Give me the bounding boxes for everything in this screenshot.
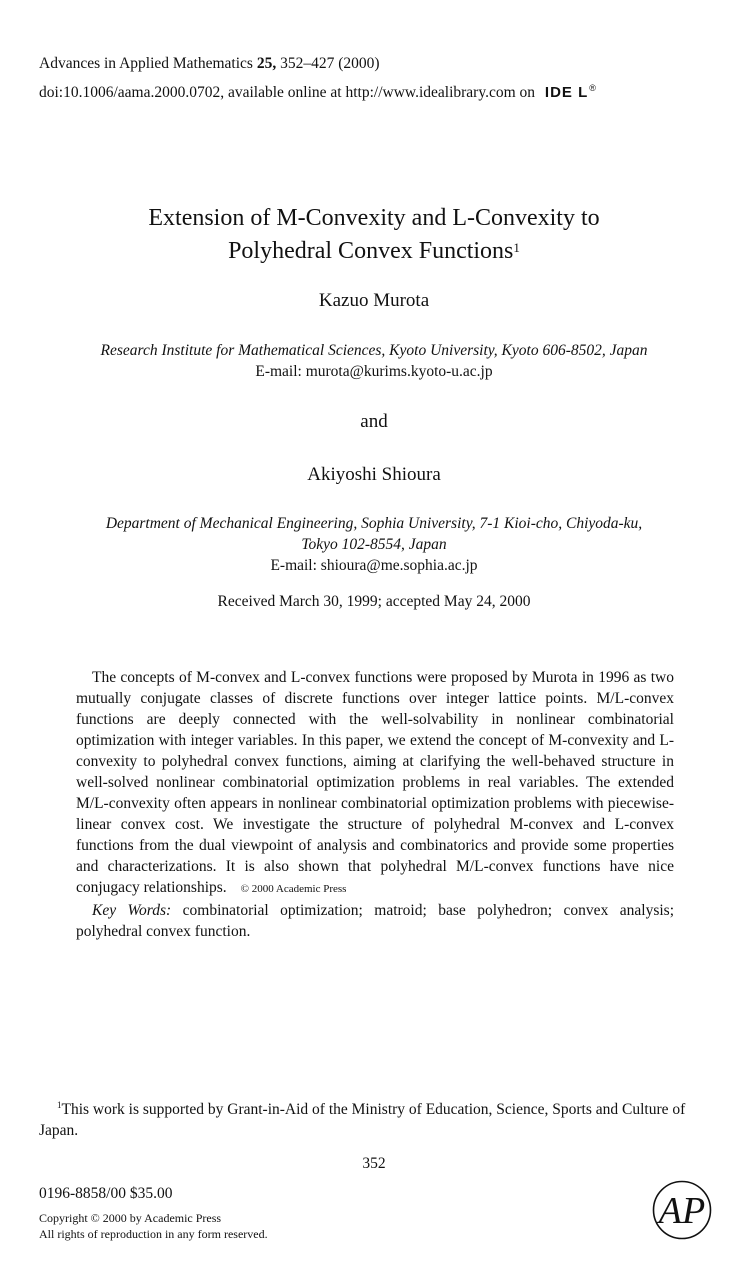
doi-line: [39, 76, 729, 105]
abstract-copyright: © 2000 Academic Press: [240, 883, 347, 895]
footnote-mark: 1: [57, 1100, 62, 1110]
author-email-1: E-mail: murota@kurims.kyoto-u.ac.jp: [255, 363, 493, 380]
received-dates: Received March 30, 1999; accepted May 24, 2000: [217, 593, 531, 610]
paper-title: [0, 202, 748, 268]
ideal-logo: IDE L®: [544, 83, 597, 101]
author-affiliation-1: [60, 340, 688, 382]
abstract-body: The concepts of M-convex and L-convex functions were proposed by Murota in 1996 as two mutually conjugate classes of discrete functions over integer lattice points. M/L-convex functions are deeply connected with the well-solvability in nonlinear combinatorial optimization with integer variables. In this paper, we extend the concept of M-convexity and L-convexity to polyhedral convex functions, aiming at clarifying the well-behaved structure in well-solved nonlinear combinatorial optimization problems in real variables. The extended M/L-convexity often appears in nonlinear combinatorial optimization problems with piecewise-linear convex cost. We investigate the structure of polyhedral M-convex and L-convex functions from the dual viewpoint of analysis and combinatorics and provide some properties and characterizations. It is also shown that polyhedral M/L-convex functions have nice conjugacy relationships. © 2000 Academic Press: [76, 669, 674, 896]
affiliation-line: Tokyo 102-8554, Japan: [301, 536, 447, 553]
keywords: [76, 900, 674, 942]
issn-price: 0196-8858/00 $35.00: [39, 1185, 173, 1202]
publisher-logo-text: AP: [658, 1190, 706, 1232]
journal-citation: [39, 52, 729, 76]
journal-header: [39, 52, 729, 105]
abstract: [76, 667, 674, 942]
page-number: 352: [362, 1155, 386, 1172]
title-line-2: Polyhedral Convex Functions$^1$: [228, 238, 520, 264]
affiliation-line: Research Institute for Mathematical Sciences, Kyoto University, Kyoto 606-8502, Japan: [100, 342, 648, 359]
affiliation-line: Department of Mechanical Engineering, Sophia University, 7-1 Kioi-cho, Chiyoda-ku,: [105, 515, 643, 532]
copyright-line-2: All rights of reproduction in any form reserved.: [39, 1227, 268, 1241]
title-footnote-mark: 1: [513, 240, 520, 255]
keywords-text: combinatorial optimization; matroid; base polyhedron; convex analysis; polyhedral convex function.: [76, 902, 675, 940]
author-affiliation-2: [60, 513, 688, 576]
author-name-1: Kazuo Murota: [318, 290, 430, 311]
footnote: [39, 1095, 711, 1141]
copyright-notice: [39, 1210, 268, 1242]
doi-text: doi:10.1006/aama.2000.0702, available online at http://www.idealibrary.com on: [39, 84, 536, 101]
journal-volume: 25,: [256, 55, 277, 72]
keywords-label: Key Words:: [92, 902, 172, 919]
academic-press-logo: [652, 1180, 712, 1240]
journal-name: Advances in Applied Mathematics: [39, 55, 253, 72]
author-name-2: Akiyoshi Shioura: [307, 464, 441, 485]
journal-pages-year: 352–427 (2000): [280, 55, 380, 72]
author-email-2: E-mail: shioura@me.sophia.ac.jp: [270, 557, 478, 574]
copyright-line-1: Copyright © 2000 by Academic Press: [39, 1211, 222, 1225]
and-connector: and: [360, 411, 388, 432]
title-line-1: Extension of M-Convexity and L-Convexity to: [148, 205, 600, 231]
footnote-text: This work is supported by Grant-in-Aid of the Ministry of Education, Science, Sports and Culture of Japan.: [39, 1101, 686, 1140]
